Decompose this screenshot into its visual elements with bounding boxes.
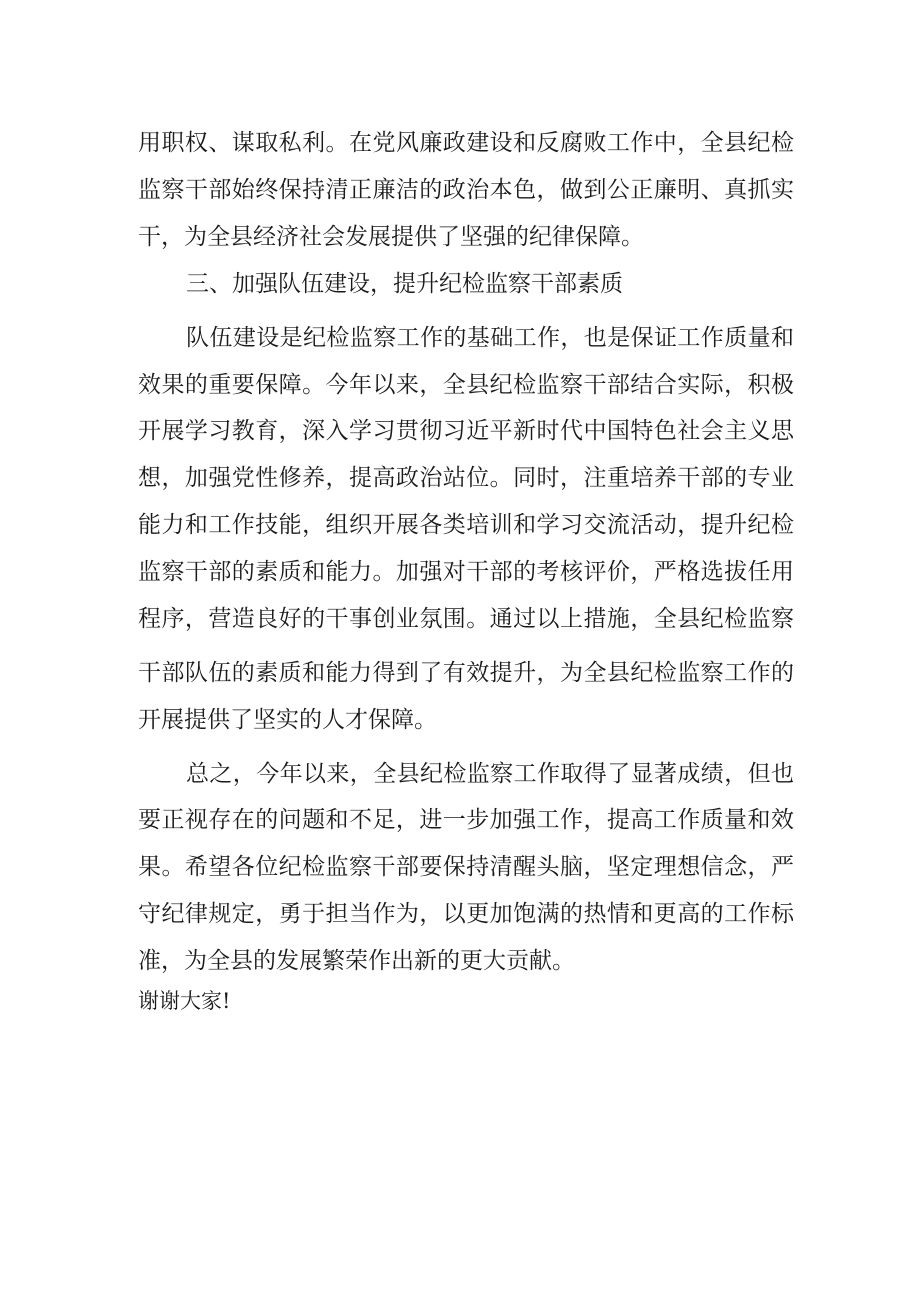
paragraph-line: 干部队伍的素质和能力得到了有效提升，为全县纪检监察工作的 — [138, 660, 794, 686]
paragraph-line: 能力和工作技能，组织开展各类培训和学习交流活动，提升纪检 — [138, 512, 794, 538]
paragraph-line: 用职权、谋取私利。在党风廉政建设和反腐败工作中，全县纪检 — [138, 130, 794, 156]
paragraph-line: 干，为全县经济社会发展提供了坚强的纪律保障。 — [138, 224, 644, 250]
paragraph-line: 队伍建设是纪检监察工作的基础工作，也是保证工作质量和 — [186, 325, 794, 351]
paragraph-line: 要正视存在的问题和不足，进一步加强工作，提高工作质量和效 — [138, 807, 794, 833]
section-heading: 三、加强队伍建设，提升纪检监察干部素质 — [186, 271, 623, 297]
paragraph-line: 总之，今年以来，全县纪检监察工作取得了显著成绩，但也 — [186, 761, 794, 787]
paragraph-line: 准，为全县的发展繁荣作出新的更大贡献。 — [138, 948, 575, 974]
paragraph-line: 监察干部的素质和能力。加强对干部的考核评价，严格选拔任用 — [138, 559, 794, 585]
closing-text: 谢谢大家! — [138, 989, 231, 1013]
paragraph-line: 守纪律规定，勇于担当作为，以更加饱满的热情和更高的工作标 — [138, 901, 794, 927]
paragraph-line: 程序，营造良好的干事创业氛围。通过以上措施，全县纪检监察 — [138, 606, 794, 632]
paragraph-line: 效果的重要保障。今年以来，全县纪检监察干部结合实际，积极 — [138, 372, 794, 398]
paragraph-line: 监察干部始终保持清正廉洁的政治本色，做到公正廉明、真抓实 — [138, 177, 794, 203]
paragraph-line: 开展提供了坚实的人才保障。 — [138, 707, 437, 733]
paragraph-line: 开展学习教育，深入学习贯彻习近平新时代中国特色社会主义思 — [138, 418, 794, 444]
paragraph-line: 想，加强党性修养，提高政治站位。同时，注重培养干部的专业 — [138, 465, 794, 491]
paragraph-line: 果。希望各位纪检监察干部要保持清醒头脑，坚定理想信念，严 — [138, 854, 794, 880]
